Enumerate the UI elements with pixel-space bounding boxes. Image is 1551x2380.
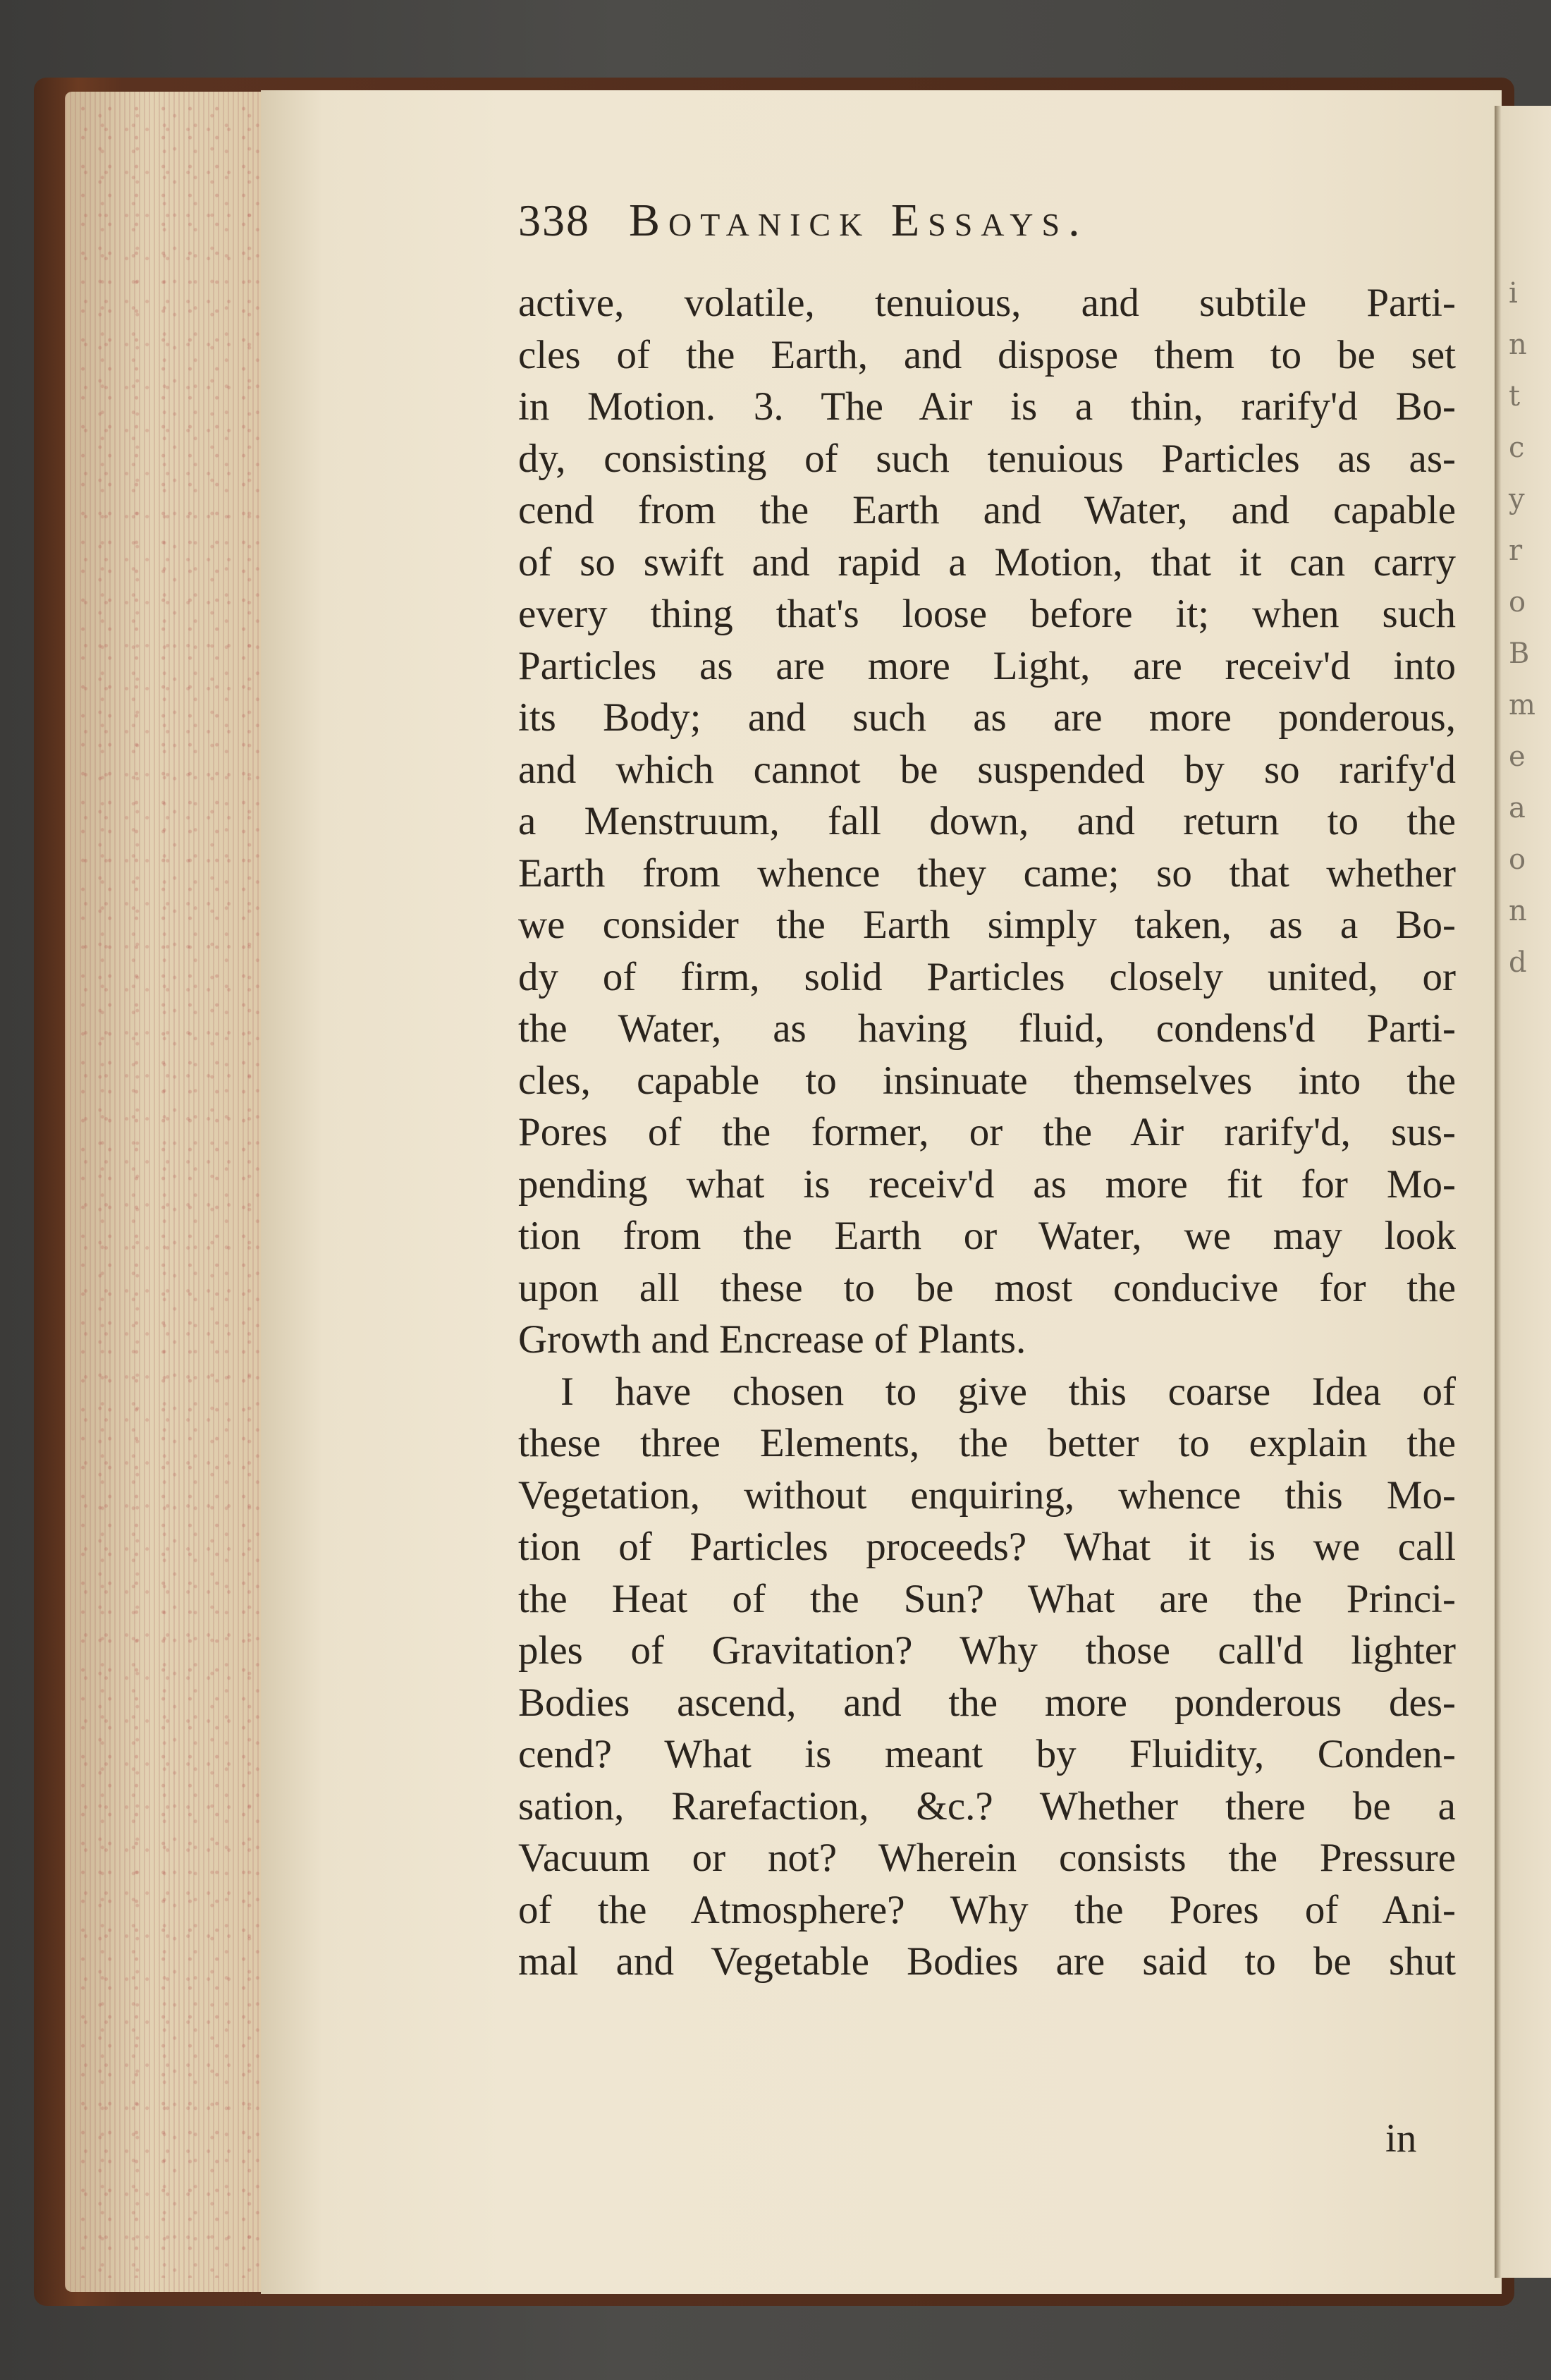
body-text xyxy=(518,277,1456,1988)
text-line: Earth from whence they came; so that whether xyxy=(518,850,1456,896)
text-line: Growth and Encrease of Plants. xyxy=(518,1317,1026,1362)
text-line: cles of the Earth, and dispose them to be set xyxy=(518,332,1456,377)
text-line: we consider the Earth simply taken, as a Bo- xyxy=(518,903,1456,947)
text-line: I have chosen to give this coarse Idea of xyxy=(560,1369,1456,1414)
text-line: its Body; and such as are more ponderous, xyxy=(518,695,1456,740)
text-line: tion of Particles proceeds? What it is we call xyxy=(518,1525,1456,1569)
text-line: dy, consisting of such tenuious Particles as as- xyxy=(518,436,1456,481)
text-line: and which cannot be suspended by so rarify'd xyxy=(518,747,1456,792)
text-line: Vegetation, without enquiring, whence this Mo- xyxy=(518,1472,1456,1518)
text-line: Particles as are more Light, are receiv'd into xyxy=(518,643,1456,688)
text-line: of the Atmosphere? Why the Pores of Ani- xyxy=(518,1887,1456,1932)
text-line: the Water, as having fluid, condens'd Parti- xyxy=(518,1006,1456,1051)
catchword: in xyxy=(1385,2116,1417,2161)
text-line: mal and Vegetable Bodies are said to be shut xyxy=(518,1939,1456,1984)
text-line: the Heat of the Sun? What are the Princi- xyxy=(518,1576,1456,1621)
text-line: these three Elements, the better to explain the xyxy=(518,1421,1456,1465)
text-line: tion from the Earth or Water, we may look xyxy=(518,1214,1456,1258)
text-line: cend? What is meant by Fluidity, Conden- xyxy=(518,1732,1456,1776)
text-line: dy of firm, solid Particles closely united, or xyxy=(518,954,1456,999)
text-line: active, volatile, tenuious, and subtile Parti- xyxy=(518,281,1456,325)
text-line: every thing that's loose before it; when such xyxy=(518,592,1456,636)
page-text xyxy=(518,194,1456,1988)
text-line: Pores of the former, or the Air rarify'd, sus- xyxy=(518,1110,1456,1154)
text-line: pending what is receiv'd as more fit for Mo- xyxy=(518,1161,1456,1207)
text-line: cles, capable to insinuate themselves into the xyxy=(518,1058,1456,1103)
page-number: 338 xyxy=(518,195,590,245)
sprinkled-edge-pattern xyxy=(78,106,261,2278)
text-line: cend from the Earth and Water, and capable xyxy=(518,488,1456,532)
text-line: Vacuum or not? Wherein consists the Pressure xyxy=(518,1836,1456,1880)
running-head xyxy=(518,194,1456,277)
text-line: in Motion. 3. The Air is a thin, rarify'd Bo- xyxy=(518,384,1456,429)
running-title: Botanick Essays. xyxy=(629,195,1089,246)
text-line: sation, Rarefaction, &c.? Whether there be a xyxy=(518,1783,1456,1829)
text-line: upon all these to be most conducive for the xyxy=(518,1265,1456,1310)
text-line: ples of Gravitation? Why those call'd lighter xyxy=(518,1628,1456,1673)
text-line: Bodies ascend, and the more ponderous des- xyxy=(518,1680,1456,1725)
text-line: of so swift and rapid a Motion, that it can carry xyxy=(518,539,1456,585)
text-line: a Menstruum, fall down, and return to the xyxy=(518,799,1456,843)
facing-page-glimpse: i n t c y r o B m e a o n d xyxy=(1509,277,1535,979)
